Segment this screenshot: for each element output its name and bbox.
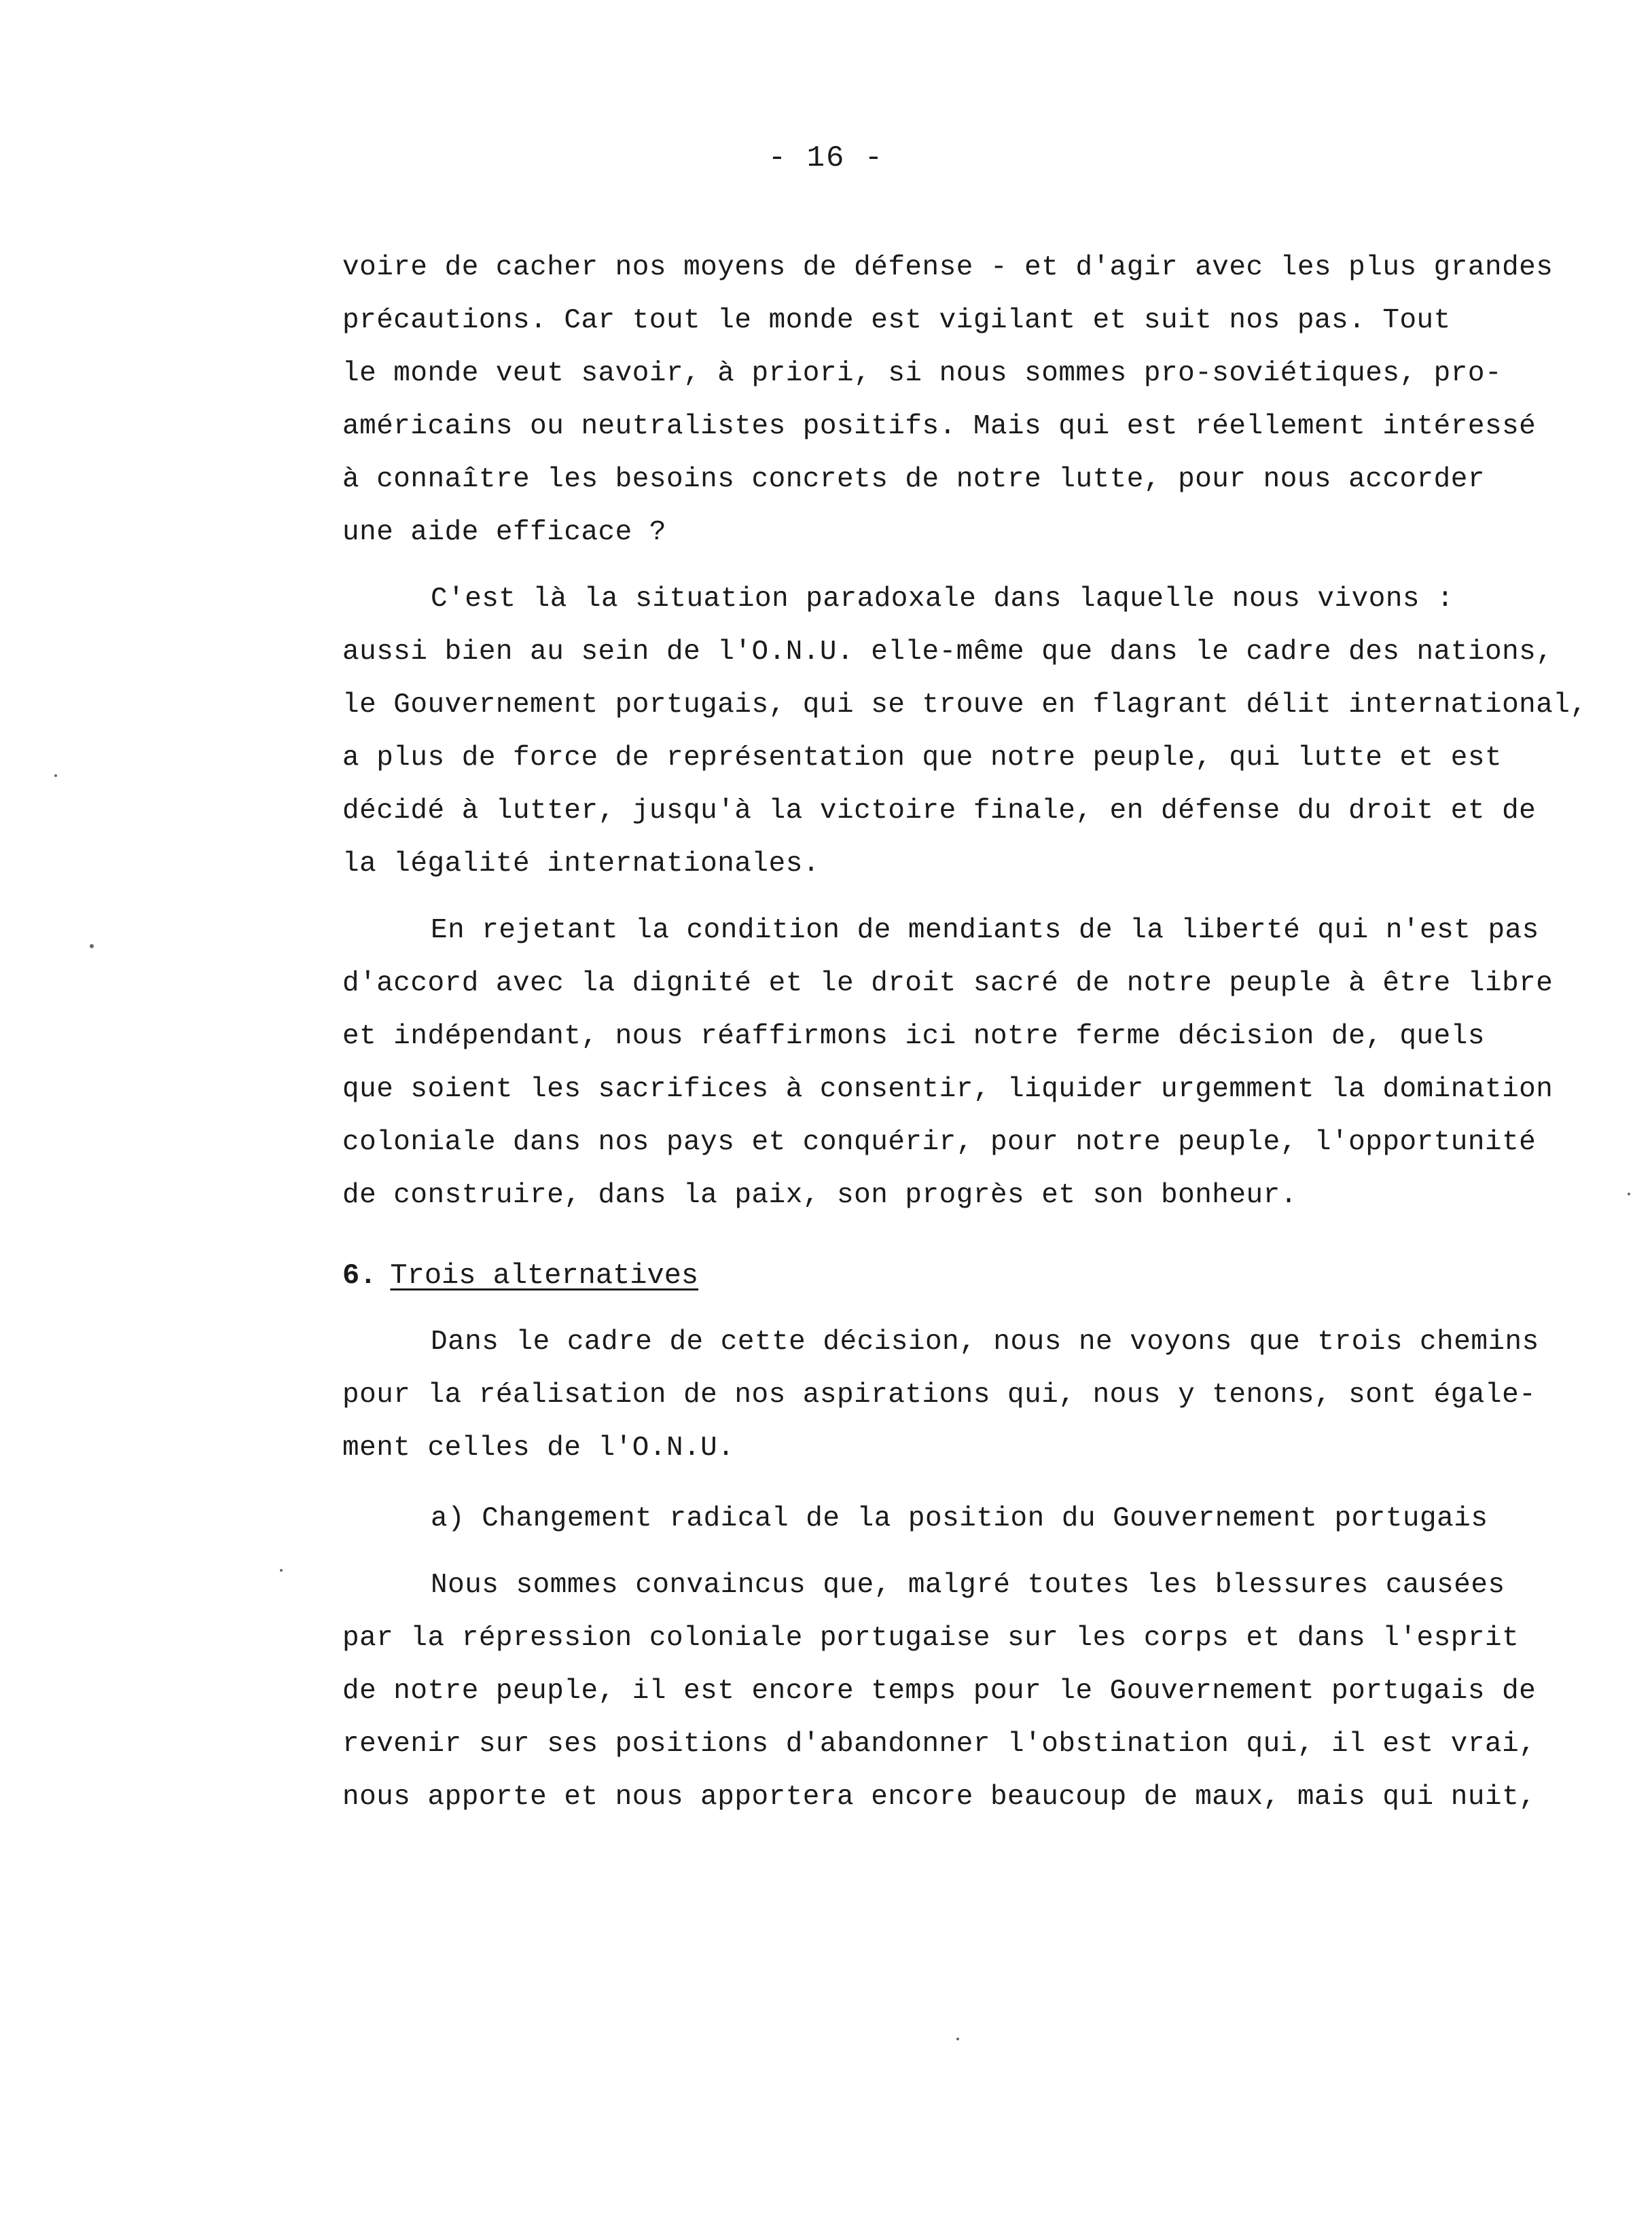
text-line: de notre peuple, il est encore temps pour le Gouvernement portugais de [342,1676,1537,1707]
scan-speck [90,944,94,948]
subheading: a) Changement radical de la position du Gouvernement portugais [431,1503,1488,1534]
text-line: C'est là la situation paradoxale dans laquelle nous vivons : [431,583,1454,615]
text-line: le monde veut savoir, à priori, si nous sommes pro-soviétiques, pro- [342,358,1503,389]
text-line: ment celles de l'O.N.U. [342,1432,735,1464]
text-line: a plus de force de représentation que notre peuple, qui lutte et est [342,742,1503,774]
text-line: revenir sur ses positions d'abandonner l'obstination qui, il est vrai, [342,1729,1537,1760]
text-line: une aide efficace ? [342,517,666,548]
text-line: nous apporte et nous apportera encore beaucoup de maux, mais qui nuit, [342,1782,1537,1813]
scan-speck [280,1569,283,1572]
final-paragraph [342,1559,1558,1824]
section-heading [342,1249,1558,1302]
scan-speck [956,2038,959,2040]
page-number: - 16 - [768,141,884,175]
text-line: voire de cacher nos moyens de défense - et d'agir avec les plus grandes [342,252,1554,283]
text-line: le Gouvernement portugais, qui se trouve en flagrant délit international, [342,689,1587,721]
text-line: la légalité internationales. [342,848,820,880]
scan-speck [1628,1193,1630,1195]
paragraph-3 [342,904,1558,1222]
body-text [342,241,1587,1824]
text-line: américains ou neutralistes positifs. Mais qui est réellement intéressé [342,411,1537,442]
text-line: par la répression coloniale portugaise sur les corps et dans l'esprit [342,1623,1520,1654]
text-line: Dans le cadre de cette décision, nous ne voyons que trois chemins [431,1326,1539,1358]
text-line: décidé à lutter, jusqu'à la victoire finale, en défense du droit et de [342,795,1537,827]
text-line: d'accord avec la dignité et le droit sacré de notre peuple à être libre [342,968,1554,999]
text-line: précautions. Car tout le monde est vigilant et suit nos pas. Tout [342,305,1451,336]
text-line: et indépendant, nous réaffirmons ici notre ferme décision de, quels [342,1021,1485,1052]
paragraph-1 [342,241,1558,559]
paragraph-2 [342,573,1587,890]
text-line: Nous sommes convaincus que, malgré toutes les blessures causées [431,1570,1505,1601]
scan-speck [54,774,57,777]
text-line: que soient les sacrifices à consentir, liquider urgemment la domination [342,1074,1554,1105]
text-line: de construire, dans la paix, son progrès et son bonheur. [342,1180,1297,1211]
text-line: coloniale dans nos pays et conquérir, pour notre peuple, l'opportunité [342,1127,1537,1158]
text-line: à connaître les besoins concrets de notre lutte, pour nous accorder [342,464,1485,495]
section-number: 6. [342,1259,377,1292]
section-title: Trois alternatives [390,1259,699,1292]
text-line: aussi bien au sein de l'O.N.U. elle-même que dans le cadre des nations, [342,636,1554,668]
text-line: En rejetant la condition de mendiants de la liberté qui n'est pas [431,915,1539,946]
text-line: pour la réalisation de nos aspirations qui, nous y tenons, sont égale- [342,1379,1537,1411]
section-paragraph [342,1316,1558,1475]
